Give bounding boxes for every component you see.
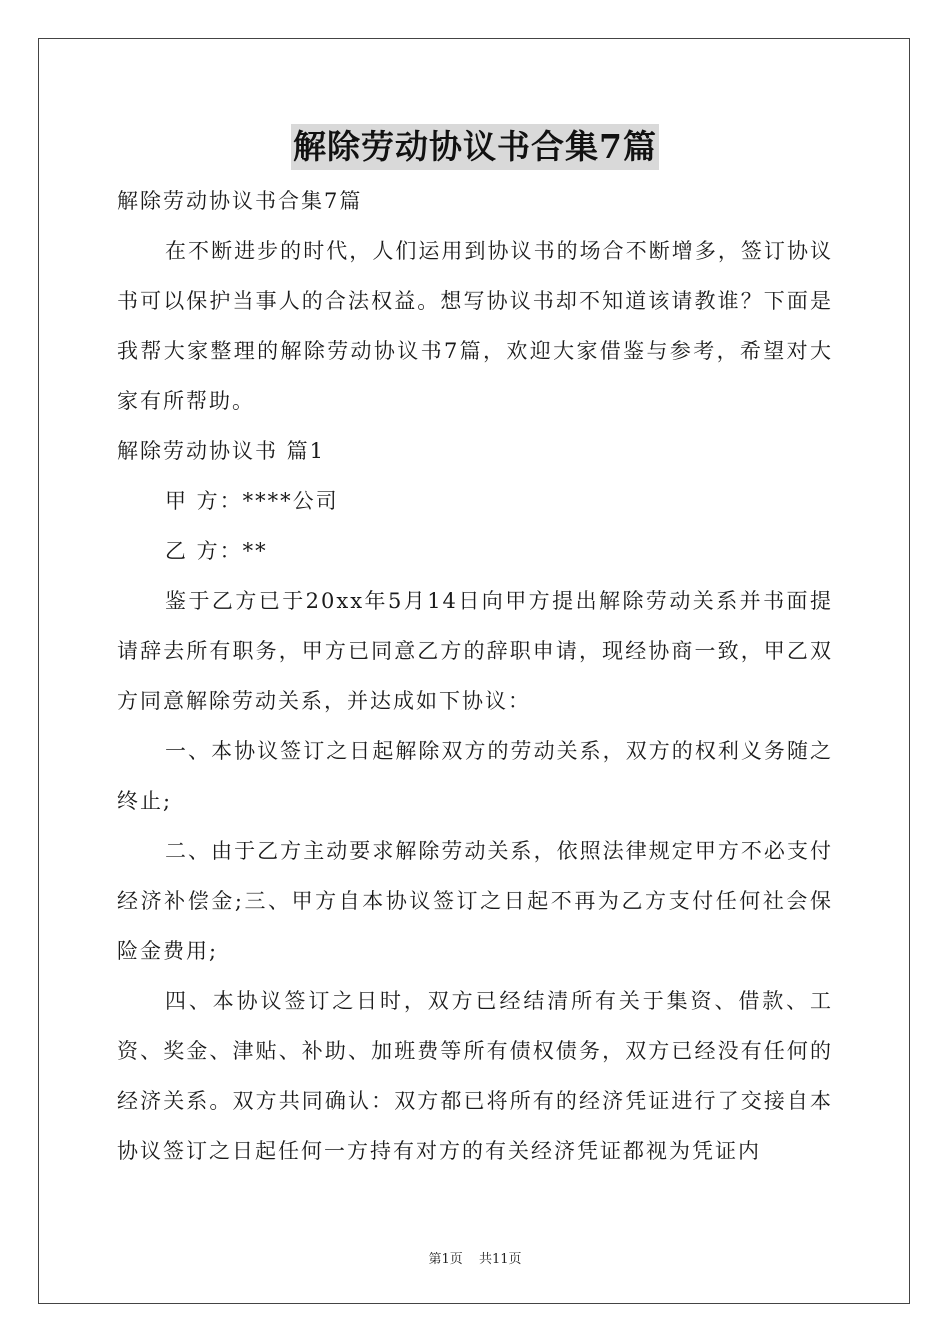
paragraph: 一、本协议签订之日起解除双方的劳动关系，双方的权利义务随之终止; <box>117 739 833 813</box>
page-footer <box>0 1248 950 1267</box>
paragraph: 鉴于乙方已于20xx年5月14日向甲方提出解除劳动关系并书面提请辞去所有职务，甲方已同意乙方的辞职申请，现经协商一致，甲乙双方同意解除劳动关系，并达成如下协议： <box>117 589 833 713</box>
document-body <box>117 176 833 1176</box>
paragraph: 解除劳动协议书合集7篇 <box>117 189 363 213</box>
paragraph: 四、本协议签订之日时，双方已经结清所有关于集资、借款、工资、奖金、津贴、补助、加班费等所有债权债务，双方已经没有任何的经济关系。双方共同确认：双方都已将所有的经济凭证进行了交接自本协议签订之日起任何一方持有对方的有关经济凭证都视为凭证内 <box>117 989 833 1163</box>
paragraph: 二、由于乙方主动要求解除劳动关系，依照法律规定甲方不必支付经济补偿金;三、甲方自本协议签订之日起不再为乙方支付任何社会保险金费用; <box>117 839 833 963</box>
title-container <box>0 124 950 170</box>
page-number: 第1页 <box>428 1252 463 1267</box>
section-heading: 解除劳动协议书 篇1 <box>117 439 326 463</box>
paragraph: 甲 方：****公司 <box>165 489 339 513</box>
page-total: 共11页 <box>478 1252 522 1267</box>
paragraph: 乙 方：** <box>165 539 268 563</box>
paragraph: 在不断进步的时代，人们运用到协议书的场合不断增多，签订协议书可以保护当事人的合法权益。想写协议书却不知道该请教谁？下面是我帮大家整理的解除劳动协议书7篇，欢迎大家借鉴与参考，希望对大家有所帮助。 <box>117 239 833 413</box>
document-title: 解除劳动协议书合集7篇 <box>291 124 659 170</box>
